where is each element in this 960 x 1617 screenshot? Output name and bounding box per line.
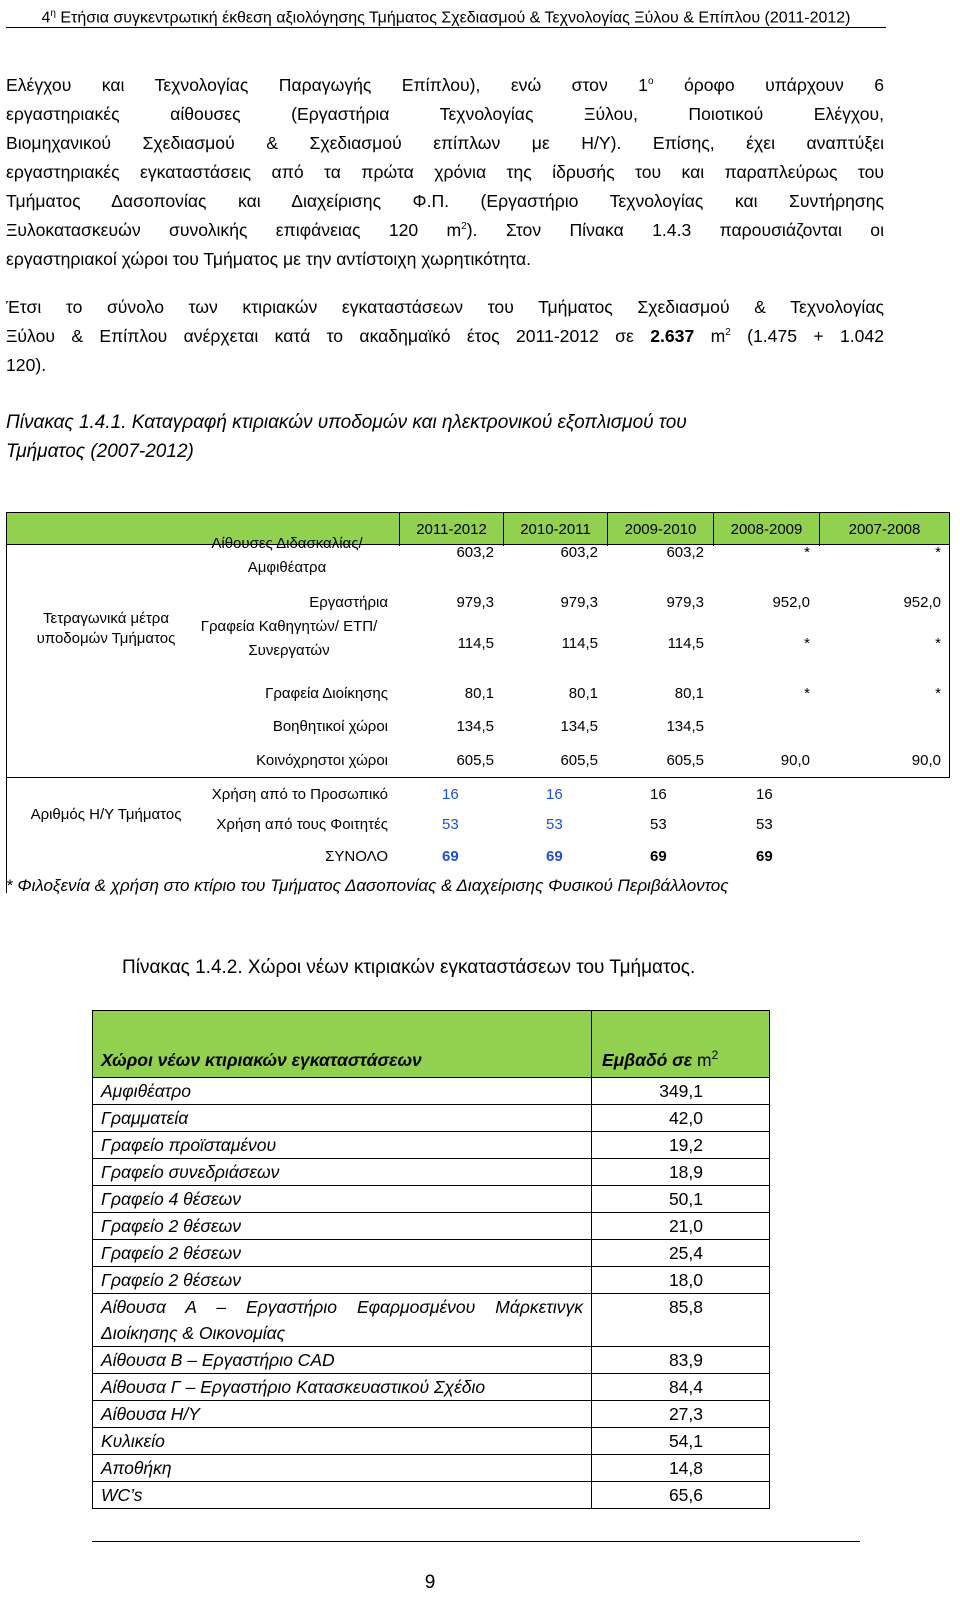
value-cell: *	[935, 544, 941, 561]
table2-header-row	[93, 1011, 770, 1078]
table-row	[93, 1455, 770, 1482]
table1-left-border	[6, 545, 7, 893]
pc-count-cell: 69	[442, 848, 459, 865]
table-row	[93, 1401, 770, 1428]
table-row	[93, 1428, 770, 1455]
table-row	[93, 1186, 770, 1213]
facility-name: Αίθουσα Γ – Εργαστήριο Κατασκευαστικού Σχέδιο	[93, 1374, 592, 1401]
row-label: Γραφεία Διοίκησης	[265, 685, 388, 702]
table2-caption: Πίνακας 1.4.2. Χώροι νέων κτιριακών εγκαταστάσεων του Τμήματος.	[122, 957, 696, 978]
header-ordinal-sup: η	[50, 8, 56, 19]
text-run: ). Στον Πίνακα 1.4.3 παρουσιάζονται οι	[466, 220, 884, 240]
paragraph-line: εργαστηριακές εγκαταστάσεις από τα πρώτα χρόνια της ίδρυσής του και παραπλεύρως του	[6, 162, 884, 182]
group-label-area: Τετραγωνικά μέτρα υποδομών Τμήματος	[36, 610, 176, 647]
pc-count-cell: 16	[756, 786, 773, 803]
value-cell: 134,5	[666, 718, 704, 735]
row-label: Βοηθητικοί χώροι	[272, 718, 388, 735]
header-area	[592, 1011, 770, 1078]
facility-area: 27,3	[592, 1401, 770, 1428]
table1-footnote: * Φιλοξενία & χρήση στο κτίριο του Τμήματος Δασοπονίας & Διαχείρισης Φυσικού Περιβάλλοντος	[6, 876, 729, 895]
table1-caption	[6, 408, 687, 466]
value-cell: 603,2	[560, 544, 598, 561]
footer-rule	[92, 1541, 860, 1542]
facility-area: 21,0	[592, 1213, 770, 1240]
facility-area: 19,2	[592, 1132, 770, 1159]
pc-count-cell: 69	[546, 848, 563, 865]
facility-name: Αίθουσα Η/Υ	[93, 1401, 592, 1428]
table1-right-border	[949, 545, 950, 777]
pc-count-cell: 16	[546, 786, 563, 803]
value-cell: 90,0	[911, 752, 941, 769]
table-row	[93, 1159, 770, 1186]
year-header: 2011-2012	[399, 513, 503, 546]
paragraph-2	[6, 293, 884, 380]
paragraph-line: Τμήματος Δασοπονίας και Διαχείρισης Φ.Π. (Εργαστήριο Τεχνολογίας και Συντήρησης	[6, 191, 884, 211]
value-cell: *	[804, 685, 810, 702]
row-label: Γραφεία Καθηγητών/ ΕΤΠ/ Συνεργατών	[200, 618, 378, 659]
header-area-label: Εμβαδό σε	[602, 1050, 693, 1070]
value-cell: 603,2	[666, 544, 704, 561]
pc-count-cell: 69	[756, 848, 773, 865]
table-row	[93, 1240, 770, 1267]
table1-header-bar	[6, 512, 950, 545]
row-label: Αίθουσες Διδασκαλίας/Αμφιθέατρα	[211, 535, 363, 576]
paragraph-line: Έτσι το σύνολο των κτιριακών εγκαταστάσεων του Τμήματος Σχεδιασμού & Τεχνολογίας	[6, 297, 884, 317]
paragraph-line	[6, 322, 884, 351]
pc-count-cell: 16	[442, 786, 459, 803]
value-cell: 979,3	[560, 594, 598, 611]
value-cell: 114,5	[561, 635, 598, 652]
paragraph-line	[6, 71, 884, 100]
year-header: 2009-2010	[607, 513, 713, 546]
header-rule	[6, 27, 886, 28]
facility-area: 84,4	[592, 1374, 770, 1401]
table-row	[93, 1105, 770, 1132]
value-cell: 952,0	[772, 594, 810, 611]
paragraph-line	[6, 216, 884, 245]
row-label: ΣΥΝΟΛΟ	[325, 848, 388, 865]
text-run: Ελέγχου και Τεχνολογίας Παραγωγής Επίπλου), ενώ στον 1	[6, 75, 648, 95]
value-cell: 605,5	[456, 752, 494, 769]
header-unit-sup: 2	[711, 1048, 719, 1063]
facility-name: Γραφείο 4 θέσεων	[93, 1186, 592, 1213]
pc-count-cell: 53	[546, 816, 563, 833]
facility-area: 14,8	[592, 1455, 770, 1482]
facility-name: Γραφείο προϊσταμένου	[93, 1132, 592, 1159]
table-row	[93, 1374, 770, 1401]
table-row	[93, 1267, 770, 1294]
header-title: Ετήσια συγκεντρωτική έκθεση αξιολόγησης Τμήματος Σχεδιασμού & Τεχνολογίας Ξύλου & Επίπλου (2011-2012)	[55, 9, 851, 27]
facility-name: Γραφείο 2 θέσεων	[93, 1240, 592, 1267]
year-header: 2010-2011	[503, 513, 607, 546]
table-1-infrastructure	[6, 512, 950, 893]
facility-name: Γραμματεία	[93, 1105, 592, 1132]
year-header: 2008-2009	[713, 513, 819, 546]
value-cell: 134,5	[560, 718, 598, 735]
table-row	[93, 1294, 770, 1347]
group-label-pcs: Αριθμός Η/Υ Τμήματος	[30, 806, 182, 823]
facility-name: WC’s	[93, 1482, 592, 1509]
table1-group-divider	[6, 777, 950, 778]
superscript: 2	[461, 221, 467, 233]
table-row	[93, 1482, 770, 1509]
paragraph-1	[6, 71, 884, 274]
value-cell: 952,0	[903, 594, 941, 611]
facility-name: Γραφείο συνεδριάσεων	[93, 1159, 592, 1186]
caption-line: Τμήματος (2007-2012)	[6, 441, 194, 462]
row-label: Κοινόχρηστοι χώροι	[256, 752, 388, 769]
value-cell: 80,1	[568, 685, 598, 702]
table-row	[93, 1078, 770, 1105]
facility-area: 18,0	[592, 1267, 770, 1294]
facility-area: 25,4	[592, 1240, 770, 1267]
value-cell: *	[804, 635, 810, 652]
row-label: Χρήση από τους Φοιτητές	[216, 816, 388, 833]
header-ordinal: 4	[41, 9, 51, 27]
pc-count-cell: 16	[650, 786, 667, 803]
table-row	[93, 1132, 770, 1159]
text-run: (1.475 + 1.042	[730, 326, 885, 346]
value-cell: 80,1	[674, 685, 704, 702]
value-cell: *	[935, 685, 941, 702]
paragraph-line: 120).	[6, 355, 47, 375]
facility-area: 83,9	[592, 1347, 770, 1374]
text-run: Ξύλου & Επίπλου ανέρχεται κατά το ακαδημαϊκό έτος 2011-2012 σε	[6, 326, 651, 346]
value-cell: 114,5	[457, 635, 494, 652]
facility-area: 85,8	[592, 1294, 770, 1347]
pc-count-cell: 53	[442, 816, 459, 833]
table-row	[93, 1347, 770, 1374]
text-run: m	[694, 326, 726, 346]
facility-area: 54,1	[592, 1428, 770, 1455]
paragraph-line: εργαστηριακοί χώροι του Τμήματος με την αντίστοιχη χωρητικότητα.	[6, 249, 532, 269]
facility-name: Κυλικείο	[93, 1428, 592, 1455]
facility-name: Γραφείο 2 θέσεων	[93, 1267, 592, 1294]
facility-area: 50,1	[592, 1186, 770, 1213]
facility-name: Αποθήκη	[93, 1455, 592, 1482]
paragraph-line: Βιομηχανικού Σχεδιασμού & Σχεδιασμού επίπλων με Η/Υ). Επίσης, έχει αναπτύξει	[6, 133, 884, 153]
paragraph-line: εργαστηριακές αίθουσες (Εργαστήρια Τεχνολογίας Ξύλου, Ποιοτικού Ελέγχου,	[6, 104, 884, 124]
superscript: ο	[647, 76, 654, 88]
value-cell: *	[935, 635, 941, 652]
text-run: όροφο υπάρχουν 6	[653, 75, 884, 95]
superscript: 2	[725, 327, 731, 339]
facility-area: 65,6	[592, 1482, 770, 1509]
facility-area: 18,9	[592, 1159, 770, 1186]
pc-count-cell: 53	[756, 816, 773, 833]
facility-name: Αίθουσα Α – Εργαστήριο Εφαρμοσμένου Μάρκετινγκ Διοίκησης & Οικονομίας	[93, 1294, 592, 1347]
header-unit: m	[692, 1050, 712, 1070]
value-cell: 979,3	[666, 594, 704, 611]
bold-total: 2.637	[650, 326, 695, 346]
value-cell: 603,2	[456, 544, 494, 561]
value-cell: 979,3	[456, 594, 494, 611]
text-run: Ξυλοκατασκευών συνολικής επιφάνειας 120 m	[6, 220, 462, 240]
value-cell: 134,5	[456, 718, 494, 735]
facility-name: Αμφιθέατρο	[93, 1078, 592, 1105]
value-cell: 605,5	[666, 752, 704, 769]
facility-name: Αίθουσα Β – Εργαστήριο CAD	[93, 1347, 592, 1374]
value-cell: 114,5	[667, 635, 704, 652]
year-header: 2007-2008	[819, 513, 949, 546]
row-label: Χρήση από το Προσωπικό	[211, 786, 388, 803]
table-2-new-facilities	[92, 1010, 769, 1509]
value-cell: 80,1	[464, 685, 494, 702]
header-space: Χώροι νέων κτιριακών εγκαταστάσεων	[93, 1011, 592, 1078]
facility-area: 349,1	[592, 1078, 770, 1105]
facility-name: Γραφείο 2 θέσεων	[93, 1213, 592, 1240]
pc-count-cell: 69	[650, 848, 667, 865]
value-cell: 90,0	[780, 752, 810, 769]
row-label: Εργαστήρια	[309, 594, 388, 611]
page-number: 9	[424, 1572, 436, 1593]
facility-area: 42,0	[592, 1105, 770, 1132]
facilities-table	[92, 1010, 770, 1509]
value-cell: *	[804, 544, 810, 561]
pc-count-cell: 53	[650, 816, 667, 833]
table-row	[93, 1213, 770, 1240]
value-cell: 605,5	[560, 752, 598, 769]
caption-line: Πίνακας 1.4.1. Καταγραφή κτιριακών υποδομών και ηλεκτρονικού εξοπλισμού του	[6, 412, 687, 433]
